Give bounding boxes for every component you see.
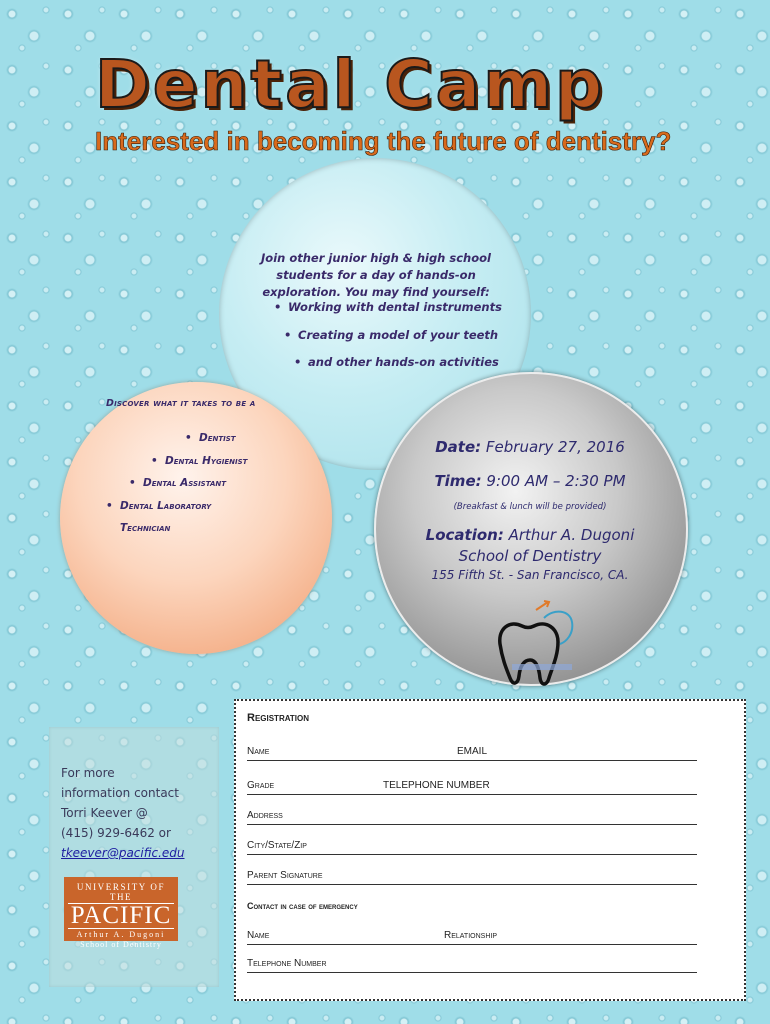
emergency-name-field[interactable] bbox=[247, 930, 697, 945]
contact-panel bbox=[49, 727, 219, 987]
grade-label: Grade bbox=[247, 780, 275, 791]
logo-wordmark: PACIFIC bbox=[68, 903, 174, 929]
logo-line: School of Dentistry bbox=[80, 940, 162, 949]
date-value: February 27, 2016 bbox=[485, 438, 625, 456]
emergency-phone-label: Telephone Number bbox=[247, 958, 327, 969]
location-line2: School of Dentistry bbox=[458, 547, 602, 565]
event-address: 155 Fifth St. - San Francisco, CA. bbox=[431, 568, 629, 582]
telephone-label: TELEPHONE NUMBER bbox=[383, 780, 490, 791]
contact-phone: (415) 929-6462 or bbox=[61, 826, 171, 840]
time-value: 9:00 AM – 2:30 PM bbox=[486, 472, 626, 490]
event-time bbox=[394, 472, 666, 490]
email-label: EMAIL bbox=[457, 746, 488, 757]
flyer-title: Dental Camp bbox=[95, 46, 606, 123]
flyer-subtitle: Interested in becoming the future of dentistry? bbox=[95, 126, 672, 156]
career-item: • Dental Hygienist bbox=[165, 455, 247, 467]
career-item-continued: Technician bbox=[120, 522, 171, 534]
meal-note: (Breakfast & lunch will be provided) bbox=[453, 502, 607, 512]
contact-info bbox=[61, 763, 221, 863]
parent-label: Parent Signature bbox=[247, 870, 323, 881]
contact-line: information contact bbox=[61, 786, 179, 800]
careers-circle bbox=[60, 382, 332, 654]
activity-item: • Creating a model of your teeth bbox=[298, 328, 498, 342]
name-label: Name bbox=[247, 746, 270, 757]
university-logo bbox=[64, 877, 178, 949]
contact-line: Torri Keever @ bbox=[61, 806, 148, 820]
emergency-name-label: Name bbox=[247, 930, 270, 941]
date-label: Date: bbox=[435, 438, 482, 456]
registration-form bbox=[234, 699, 746, 1001]
activity-item: • and other hands-on activities bbox=[308, 355, 499, 369]
city-state-zip-field[interactable] bbox=[247, 840, 697, 855]
location-label: Location: bbox=[425, 526, 504, 544]
relationship-label: Relationship bbox=[444, 930, 497, 941]
name-email-field[interactable] bbox=[247, 746, 697, 761]
grade-telephone-field[interactable] bbox=[247, 780, 697, 795]
emergency-heading: Contact in case of emergency bbox=[247, 901, 358, 911]
contact-email-link[interactable]: tkeever@pacific.edu bbox=[61, 846, 185, 860]
city-label: City/State/Zip bbox=[247, 840, 307, 851]
activity-item: • Working with dental instruments bbox=[288, 300, 502, 314]
location-line1: Arthur A. Dugoni bbox=[508, 526, 635, 544]
intro-text: Join other junior high & high school students for a day of hands-on exploration. You may find yourself: bbox=[261, 250, 491, 299]
tooth-icon bbox=[492, 598, 582, 690]
event-date bbox=[394, 438, 666, 456]
address-label: Address bbox=[247, 810, 283, 821]
contact-line: For more bbox=[61, 766, 115, 780]
logo-line: UNIVERSITY OF THE bbox=[76, 882, 166, 902]
emergency-phone-field[interactable] bbox=[247, 958, 697, 973]
address-field[interactable] bbox=[247, 810, 697, 825]
career-item: • Dentist bbox=[199, 432, 236, 444]
parent-signature-field[interactable] bbox=[247, 870, 697, 885]
career-item: • Dental Assistant bbox=[143, 477, 226, 489]
careers-heading: Discover what it takes to be a bbox=[106, 398, 256, 409]
logo-line: Arthur A. Dugoni bbox=[76, 930, 166, 939]
registration-title: Registration bbox=[247, 712, 310, 724]
career-item: • Dental Laboratory bbox=[120, 500, 211, 512]
event-location bbox=[394, 525, 666, 567]
time-label: Time: bbox=[434, 472, 482, 490]
